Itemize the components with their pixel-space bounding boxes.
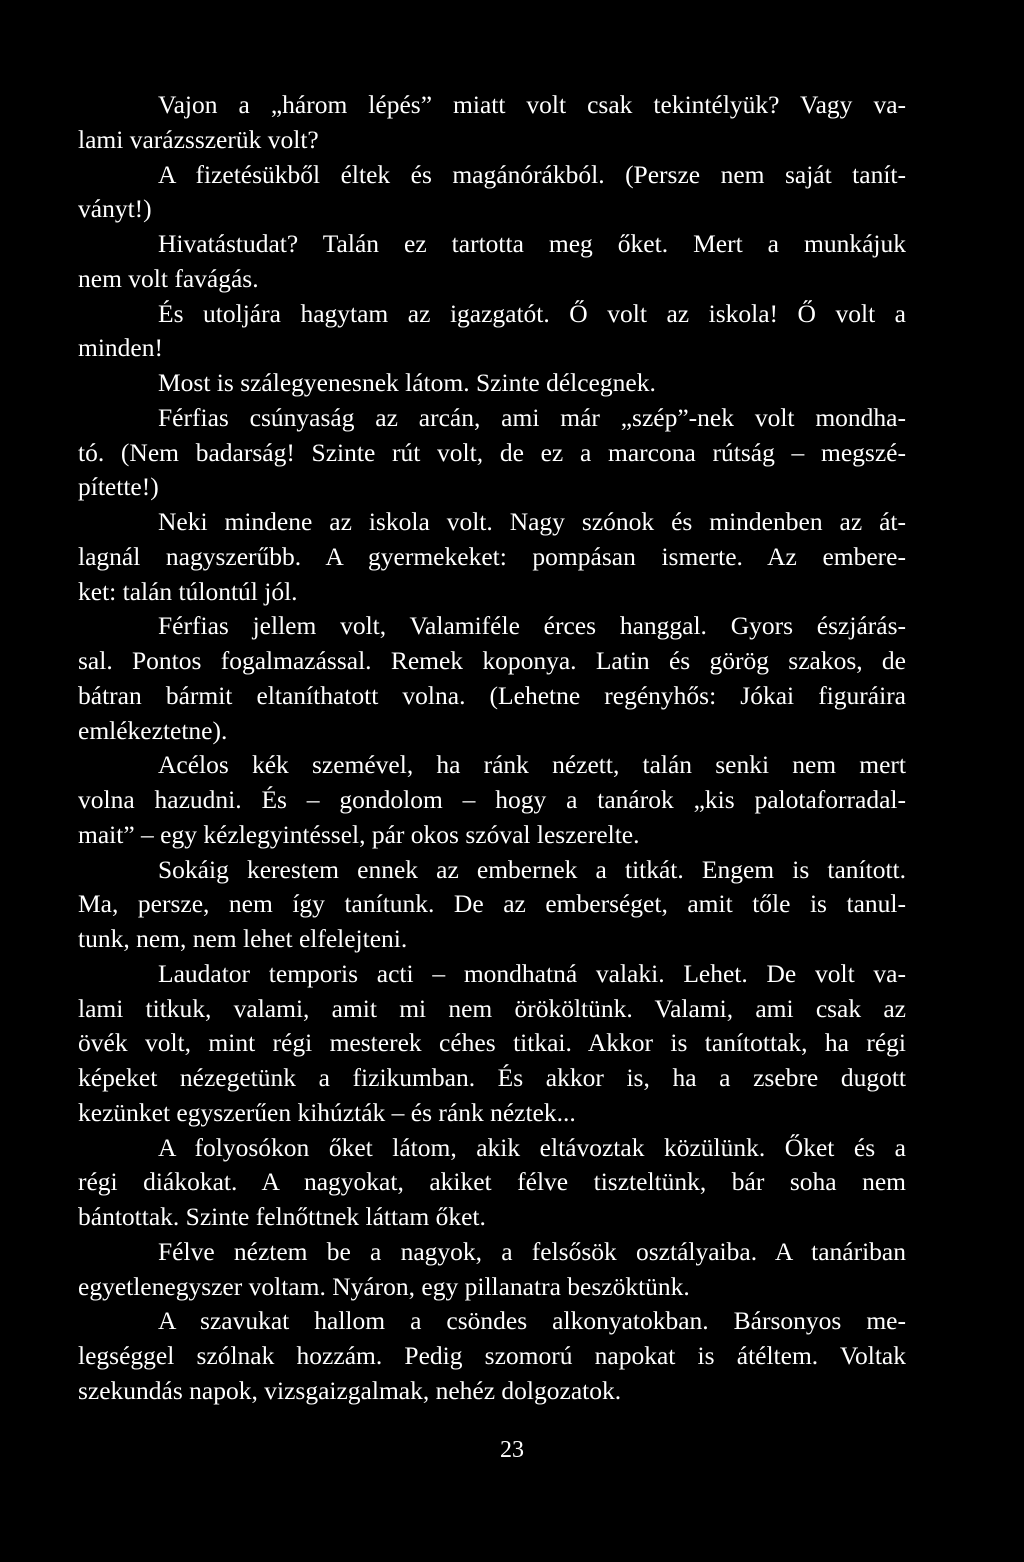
text-line: Hivatástudat? Talán ez tartotta meg őket. Mert a munkájuk — [158, 229, 906, 258]
text-line: Neki mindene az iskola volt. Nagy szónok és mindenben az át- — [158, 507, 906, 536]
text-line: minden! — [78, 333, 163, 363]
text-line: szekundás napok, vizsgaizgalmak, nehéz dolgozatok. — [78, 1375, 622, 1405]
text-line: Férfias csúnyaság az arcán, ami már „szép”-nek volt mondha- — [158, 402, 906, 432]
text-line: Most is szálegyenesnek látom. Szinte délcegnek. — [158, 368, 656, 397]
text-line: ványt!) — [78, 194, 152, 224]
text-line: Férfias jellem volt, Valamiféle érces hanggal. Gyors észjárás- — [158, 611, 906, 641]
text-line: bátran bármit eltaníthatott volna. (Lehetne regényhős: Jókai figuráira — [78, 680, 906, 710]
text-line: Laudator temporis acti – mondhatná valaki. Lehet. De volt va- — [158, 958, 906, 988]
text-line: lami varázsszerük volt? — [78, 124, 319, 154]
text-line: És utoljára hagytam az igazgatót. Ő volt az iskola! Ő volt a — [158, 298, 906, 328]
text-line: Félve néztem be a nagyok, a felsősök osztályaiba. A tanáriban — [158, 1236, 906, 1266]
text-line: tunk, nem, nem lehet elfelejteni. — [78, 924, 408, 953]
text-line: nem volt favágás. — [78, 263, 259, 293]
text-line: régi diákokat. A nagyokat, akiket félve tiszteltünk, bár soha nem — [78, 1167, 906, 1197]
text-line: volna hazudni. És – gondolom – hogy a tanárok „kis palotaforradal- — [78, 785, 906, 814]
text-line: övék volt, mint régi mesterek céhes titkai. Akkor is tanítottak, ha régi — [78, 1028, 906, 1058]
text-line: egyetlenegyszer voltam. Nyáron, egy pillanatra beszöktünk. — [78, 1271, 690, 1301]
text-line: A fizetésükből éltek és magánórákból. (Persze nem saját tanít- — [158, 159, 906, 189]
page-text-body — [78, 88, 906, 1409]
page-number: 23 — [500, 1437, 524, 1463]
text-line: A folyosókon őket látom, akik eltávoztak közülünk. Őket és a — [158, 1132, 906, 1162]
text-line: lagnál nagyszerűbb. A gyermekeket: pompásan ismerte. Az embere- — [78, 541, 906, 571]
text-line: Ma, persze, nem így tanítunk. De az emberséget, amit tőle is tanul- — [78, 889, 906, 919]
text-line: képeket nézegetünk a fizikumban. És akkor is, ha a zsebre dugott — [78, 1063, 906, 1092]
text-line: Vajon a „három lépés” miatt volt csak tekintélyük? Vagy va- — [158, 90, 906, 119]
text-line: emlékeztetne). — [78, 715, 228, 745]
text-line: tó. (Nem badarság! Szinte rút volt, de ez a marcona rútság – megszé- — [78, 437, 906, 467]
text-line: lami titkuk, valami, amit mi nem örököltünk. Valami, ami csak az — [78, 993, 906, 1023]
text-line: A szavukat hallom a csöndes alkonyatokban. Bársonyos me- — [158, 1306, 906, 1336]
text-line: Sokáig kerestem ennek az embernek a titkát. Engem is tanított. — [158, 854, 906, 884]
text-line: kezünket egyszerűen kihúzták – és ránk néztek... — [78, 1097, 576, 1127]
text-line: sal. Pontos fogalmazással. Remek koponya. Latin és görög szakos, de — [78, 646, 906, 675]
text-line: ket: talán túlontúl jól. — [78, 576, 298, 606]
text-line: Acélos kék szemével, ha ránk nézett, talán senki nem mert — [158, 750, 906, 780]
text-line: mait” – egy kézlegyintéssel, pár okos szóval leszerelte. — [78, 819, 640, 849]
text-line: pítette!) — [78, 472, 159, 502]
text-line: legséggel szólnak hozzám. Pedig szomorú napokat is átéltem. Voltak — [78, 1341, 906, 1370]
text-line: bántottak. Szinte felnőttnek láttam őket. — [78, 1202, 486, 1231]
